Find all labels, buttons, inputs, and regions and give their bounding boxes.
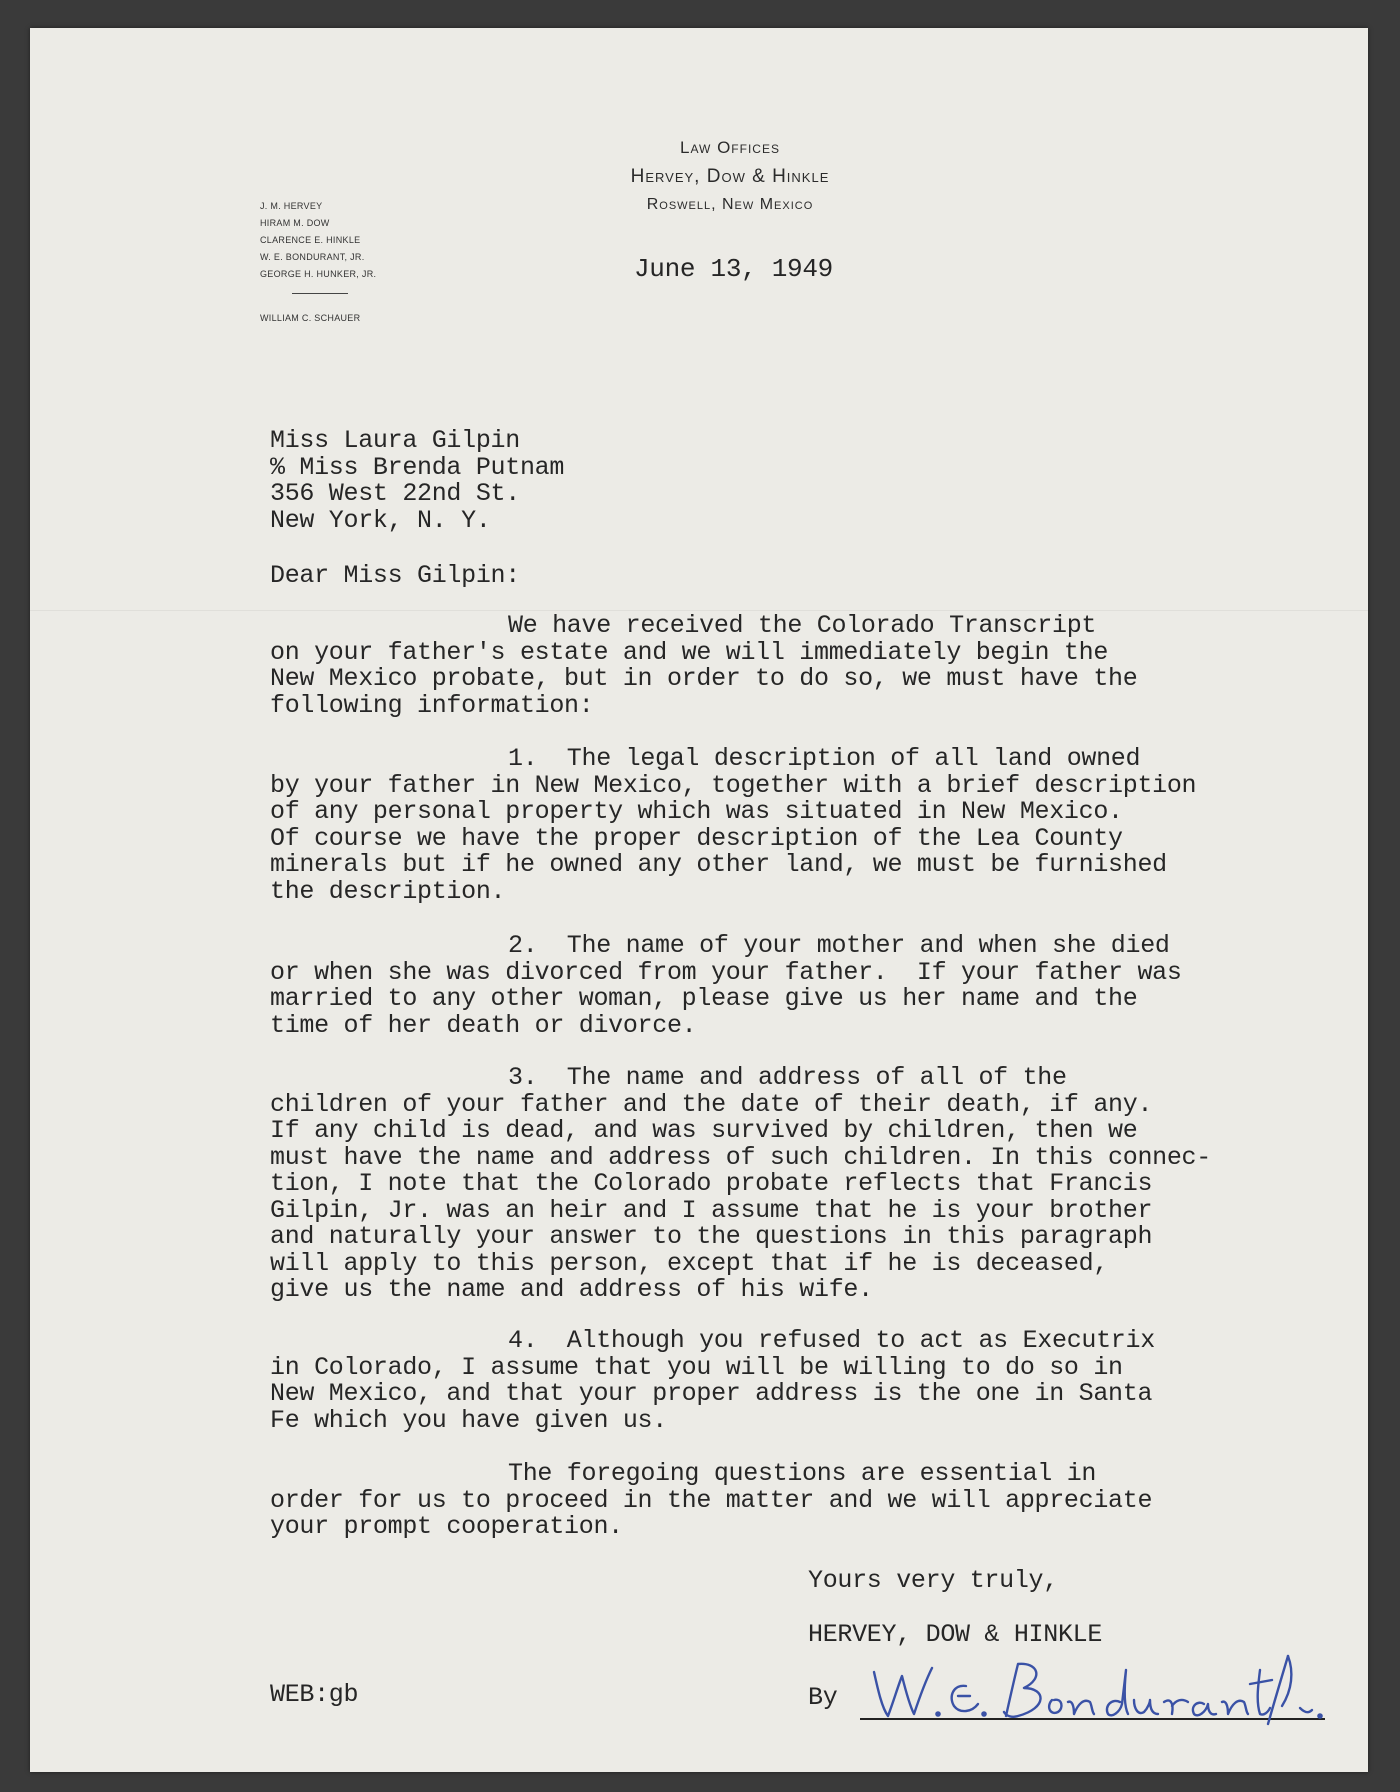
- body-line: We have received the Colorado Transcript: [508, 611, 1097, 640]
- body-line: Of course we have the proper description of the Lea County: [270, 823, 1123, 853]
- partner-name: J. M. HERVEY: [260, 201, 323, 211]
- body-line: your prompt cooperation.: [270, 1512, 623, 1541]
- paragraph-item-4: [270, 1328, 1280, 1434]
- paragraph-item-3: [270, 1065, 1280, 1304]
- associate-name: WILLIAM C. SCHAUER: [260, 313, 361, 323]
- letterhead-law-offices: Law Offices: [680, 138, 780, 157]
- paragraph-item-2: [270, 933, 1280, 1039]
- address-line: % Miss Brenda Putnam: [270, 452, 565, 482]
- body-line: order for us to proceed in the matter and we will appreciate: [270, 1485, 1153, 1515]
- body-line: tion, I note that the Colorado probate reflects that Francis: [270, 1169, 1153, 1198]
- body-line: 1. The legal description of all land owned: [508, 744, 1141, 773]
- body-line: married to any other woman, please give us her name and the: [270, 984, 1138, 1013]
- body-line: and naturally your answer to the questions in this paragraph: [270, 1222, 1153, 1251]
- body-line: 4. Although you refused to act as Executrix: [508, 1326, 1155, 1355]
- body-line: 2. The name of your mother and when she died: [508, 931, 1170, 960]
- letterhead: [550, 138, 910, 214]
- letter-page: [30, 28, 1368, 1772]
- body-line: 3. The name and address of all of the: [508, 1063, 1067, 1092]
- body-line: will apply to this person, except that if he is deceased,: [270, 1248, 1109, 1278]
- address-line: Miss Laura Gilpin: [270, 426, 520, 455]
- partner-name: W. E. BONDURANT, JR.: [260, 252, 365, 262]
- letter-date: June 13, 1949: [634, 254, 833, 284]
- body-line: give us the name and address of his wife.: [270, 1275, 873, 1304]
- body-line: New Mexico probate, but in order to do so, we must have the: [270, 664, 1138, 693]
- body-line: in Colorado, I assume that you will be willing to do so in: [270, 1352, 1123, 1382]
- handwritten-signature: [868, 1650, 1328, 1730]
- body-line: The foregoing questions are essential in: [508, 1459, 1097, 1488]
- address-line: 356 West 22nd St.: [270, 479, 520, 508]
- body-line: or when she was divorced from your father. If your father was: [270, 957, 1182, 987]
- partner-name: CLARENCE E. HINKLE: [260, 235, 361, 245]
- body-line: time of her death or divorce.: [270, 1010, 697, 1040]
- paragraph-conclusion: [270, 1461, 1280, 1541]
- body-line: by your father in New Mexico, together with a brief description: [270, 770, 1197, 800]
- body-line: Gilpin, Jr. was an heir and I assume that he is your brother: [270, 1195, 1153, 1225]
- body-line: the description.: [270, 876, 506, 906]
- partner-divider: [292, 293, 348, 294]
- paragraph-item-1: [270, 746, 1280, 905]
- body-line: on your father's estate and we will immediately begin the: [270, 637, 1109, 667]
- valediction: Yours very truly,: [808, 1566, 1058, 1595]
- address-line: New York, N. Y.: [270, 505, 491, 535]
- body-line: following information:: [270, 690, 594, 720]
- recipient-address: [270, 428, 564, 534]
- typist-initials: WEB:gb: [270, 1680, 359, 1709]
- body-line: children of your father and the date of their death, if any.: [270, 1089, 1153, 1119]
- letterhead-location: Roswell, New Mexico: [646, 196, 814, 213]
- body-line: of any personal property which was situated in New Mexico.: [270, 797, 1123, 826]
- by-label: By: [808, 1683, 838, 1712]
- letterhead-firm-name: Hervey, Dow & Hinkle: [630, 166, 830, 187]
- body-line: minerals but if he owned any other land, we must be furnished: [270, 850, 1167, 879]
- body-line: If any child is dead, and was survived by children, then we: [270, 1116, 1138, 1145]
- body-line: must have the name and address of such children. In this connec-: [270, 1142, 1211, 1172]
- partner-name: HIRAM M. DOW: [260, 218, 330, 228]
- salutation: Dear Miss Gilpin:: [270, 561, 520, 590]
- partner-name: GEORGE H. HUNKER, JR.: [260, 269, 377, 279]
- partner-list: [260, 198, 430, 327]
- body-line: New Mexico, and that your proper address is the one in Santa: [270, 1379, 1153, 1408]
- signatory-firm: HERVEY, DOW & HINKLE: [808, 1620, 1103, 1649]
- body-line: Fe which you have given us.: [270, 1405, 667, 1435]
- paragraph-intro: [270, 613, 1280, 719]
